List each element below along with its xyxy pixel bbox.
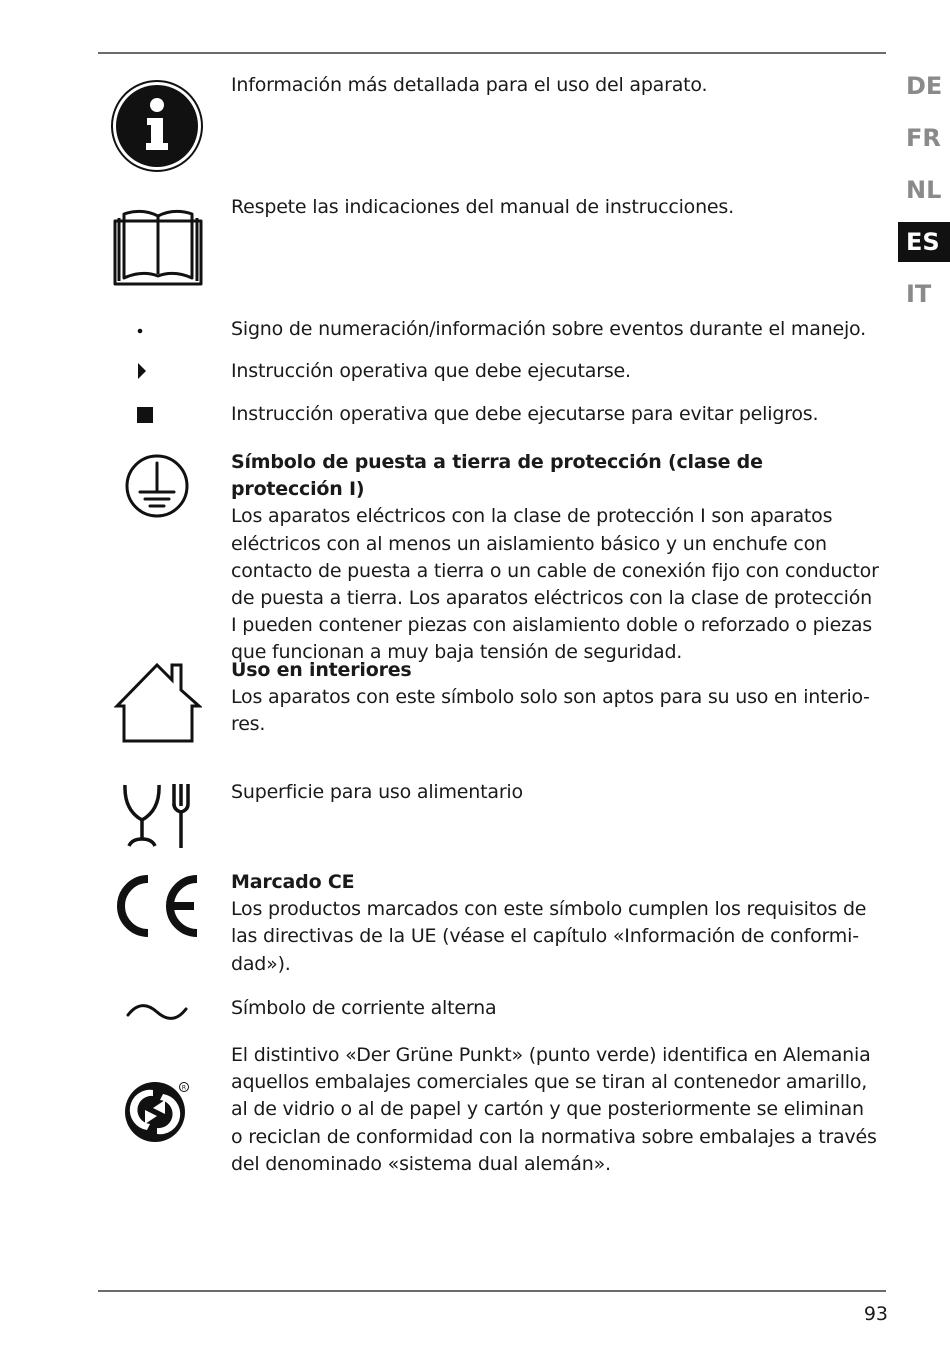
indoor-title: Uso en interiores bbox=[231, 659, 412, 681]
lang-tab-es[interactable]: ES bbox=[898, 222, 950, 262]
open-book-icon bbox=[112, 208, 204, 288]
bullet-dot-icon bbox=[137, 328, 143, 334]
entry-square bbox=[231, 401, 879, 428]
ground-title: Símbolo de puesta a tierra de protección (clase de protección I) bbox=[231, 451, 763, 501]
entry-manual bbox=[231, 194, 879, 221]
green-dot-text: El distintivo «Der Grüne Punkt» (punto verde) identifica en Alemania aquellos embalajes comerciales que se tiran al contenedor amarillo, al de vidrio o al de papel y cartón y que posteriormente se eliminan o reciclan de conformidad con la normativa sobre embalajes a través del denominado «sistema dual alemán». bbox=[231, 1044, 877, 1175]
filled-square-icon bbox=[137, 407, 153, 423]
bottom-rule bbox=[98, 1290, 886, 1292]
food-text: Superficie para uso alimentario bbox=[231, 781, 523, 803]
info-text: Información más detallada para el uso del aparato. bbox=[231, 74, 708, 96]
glass-fork-icon bbox=[122, 782, 192, 850]
ground-text: Los aparatos eléctricos con la clase de protección I son aparatos eléctricos con al menos un aislamiento básico y un enchufe con contacto de puesta a tierra o un cable de conexión fijo con conductor de puesta a tierra. Los aparatos eléctricos con la clase de protección I pueden contener piezas con aislamiento doble o reforzado o piezas que funcionan a muy baja tensión de seguridad. bbox=[231, 505, 879, 664]
ce-title: Marcado CE bbox=[231, 871, 355, 893]
lang-tab-nl[interactable]: NL bbox=[906, 176, 942, 204]
ce-mark-icon bbox=[110, 872, 204, 940]
alternating-current-icon bbox=[126, 1000, 188, 1024]
arrow-text: Instrucción operativa que debe ejecutarse. bbox=[231, 360, 631, 382]
page-number: 93 bbox=[863, 1303, 888, 1325]
house-icon bbox=[114, 661, 202, 745]
square-text: Instrucción operativa que debe ejecutarse para evitar peligros. bbox=[231, 403, 819, 425]
entry-indoor bbox=[231, 657, 879, 739]
bullet-text: Signo de numeración/información sobre eventos durante el manejo. bbox=[231, 318, 866, 340]
ce-text: Los productos marcados con este símbolo cumplen los requisitos de las directivas de la UE (véase el capítulo «Información de conformidad»). bbox=[231, 898, 867, 975]
entry-ground bbox=[231, 449, 879, 667]
entry-bullet bbox=[231, 316, 879, 343]
lang-tab-de[interactable]: DE bbox=[906, 72, 943, 100]
indoor-text: Los aparatos con este símbolo solo son aptos para su uso en interiores. bbox=[231, 686, 870, 736]
info-icon bbox=[110, 79, 204, 173]
protective-earth-icon bbox=[124, 453, 190, 519]
entry-info bbox=[231, 72, 879, 99]
ac-text: Símbolo de corriente alterna bbox=[231, 997, 497, 1019]
entry-green-dot bbox=[231, 1042, 879, 1178]
entry-ac bbox=[231, 995, 879, 1022]
svg-text:R: R bbox=[181, 1084, 187, 1092]
entry-food bbox=[231, 779, 879, 806]
lang-tab-fr[interactable]: FR bbox=[906, 124, 941, 152]
entry-ce bbox=[231, 869, 879, 978]
entry-arrow bbox=[231, 358, 879, 385]
lang-tab-it[interactable]: IT bbox=[906, 280, 932, 308]
top-rule bbox=[98, 52, 886, 54]
arrow-right-icon bbox=[137, 362, 147, 380]
manual-text: Respete las indicaciones del manual de instrucciones. bbox=[231, 196, 734, 218]
green-dot-icon bbox=[123, 1080, 191, 1144]
